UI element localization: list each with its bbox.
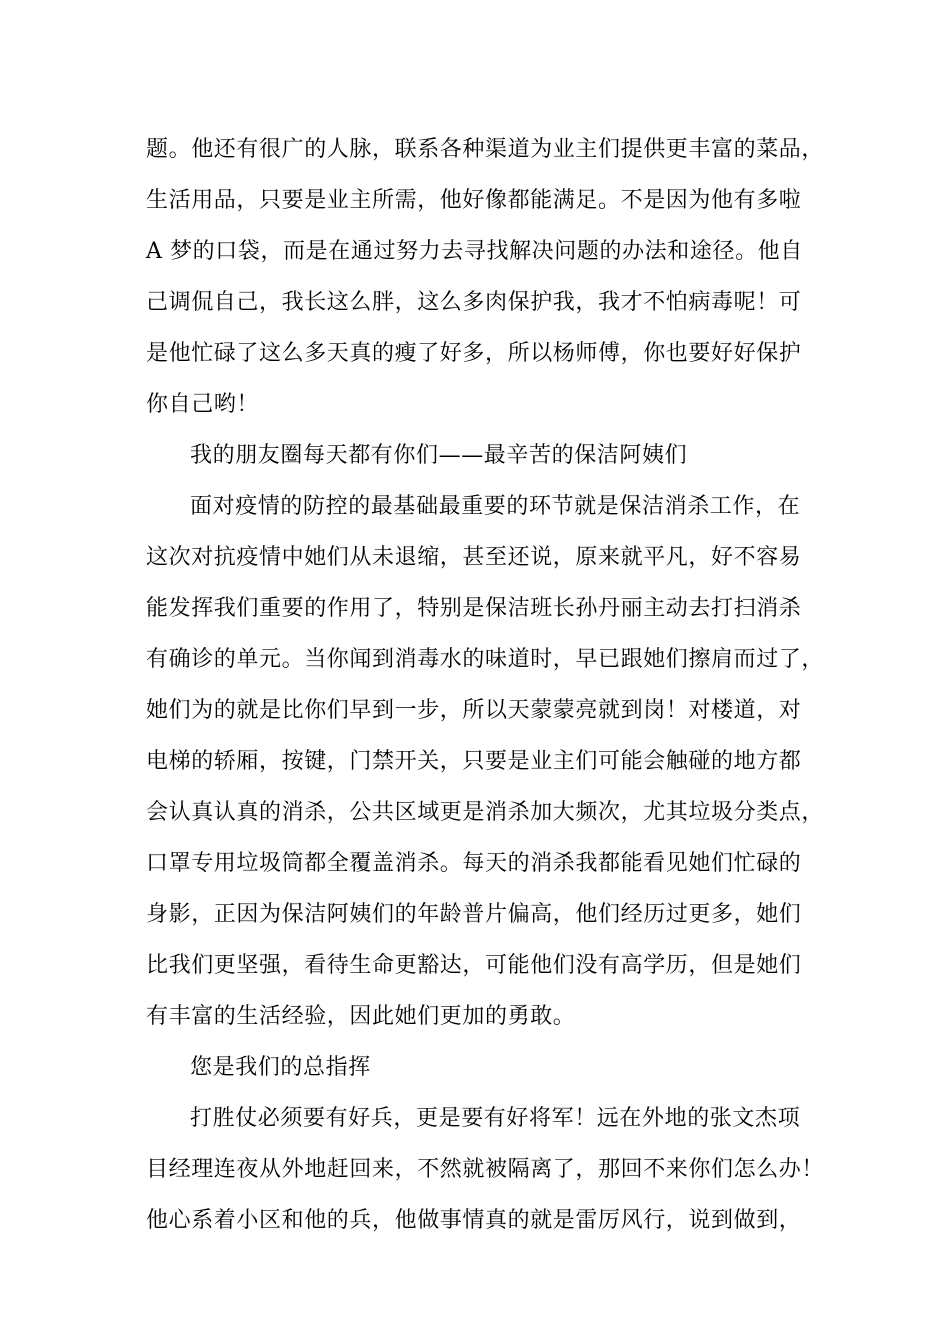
paragraph-line: 题。他还有很广的人脉，联系各种渠道为业主们提供更丰富的菜品， xyxy=(146,137,825,162)
paragraph-line: 有丰富的生活经验，因此她们更加的勇敢。 xyxy=(146,1004,576,1029)
paragraph-line: 会认真认真的消杀，公共区域更是消杀加大频次，尤其垃圾分类点， xyxy=(146,800,825,825)
paragraph-line: 她们为的就是比你们早到一步，所以天蒙蒙亮就到岗！对楼道，对 xyxy=(146,698,802,723)
paragraph-line: 电梯的轿厢，按键，门禁开关，只要是业主们可能会触碰的地方都 xyxy=(146,749,802,774)
paragraph-line: 己调侃自己，我长这么胖，这么多肉保护我，我才不怕病毒呢！可 xyxy=(146,290,802,315)
paragraph-line: 身影，正因为保洁阿姨们的年龄普片偏高，他们经历过更多，她们 xyxy=(146,902,802,927)
paragraph-line: 是他忙碌了这么多天真的瘦了好多，所以杨师傅，你也要好好保护 xyxy=(146,341,802,366)
paragraph-line: 有确诊的单元。当你闻到消毒水的味道时，早已跟她们擦肩而过了， xyxy=(146,647,825,672)
section-heading: 我的朋友圈每天都有你们——最辛苦的保洁阿姨们 xyxy=(190,443,688,468)
paragraph-line: 面对疫情的防控的最基础最重要的环节就是保洁消杀工作，在 xyxy=(190,494,801,519)
paragraph-line: 生活用品，只要是业主所需，他好像都能满足。不是因为他有多啦 xyxy=(146,188,802,213)
paragraph-line: 口罩专用垃圾筒都全覆盖消杀。每天的消杀我都能看见她们忙碌的 xyxy=(146,851,802,876)
section-heading: 您是我们的总指挥 xyxy=(190,1055,371,1080)
paragraph-line: 他心系着小区和他的兵，他做事情真的就是雷厉风行，说到做到， xyxy=(146,1208,802,1233)
paragraph-line: A 梦的口袋，而是在通过努力去寻找解决问题的办法和途径。他自 xyxy=(146,239,803,264)
paragraph-line: 目经理连夜从外地赶回来，不然就被隔离了，那回不来你们怎么办！ xyxy=(146,1157,825,1182)
paragraph-line: 比我们更坚强，看待生命更豁达，可能他们没有高学历，但是她们 xyxy=(146,953,802,978)
paragraph-line: 这次对抗疫情中她们从未退缩，甚至还说，原来就平凡，好不容易 xyxy=(146,545,802,570)
paragraph-line: 能发挥我们重要的作用了，特别是保洁班长孙丹丽主动去打扫消杀 xyxy=(146,596,802,621)
paragraph-line: 打胜仗必须要有好兵，更是要有好将军！远在外地的张文杰项 xyxy=(190,1106,801,1131)
paragraph-line: 你自己哟！ xyxy=(146,392,260,417)
